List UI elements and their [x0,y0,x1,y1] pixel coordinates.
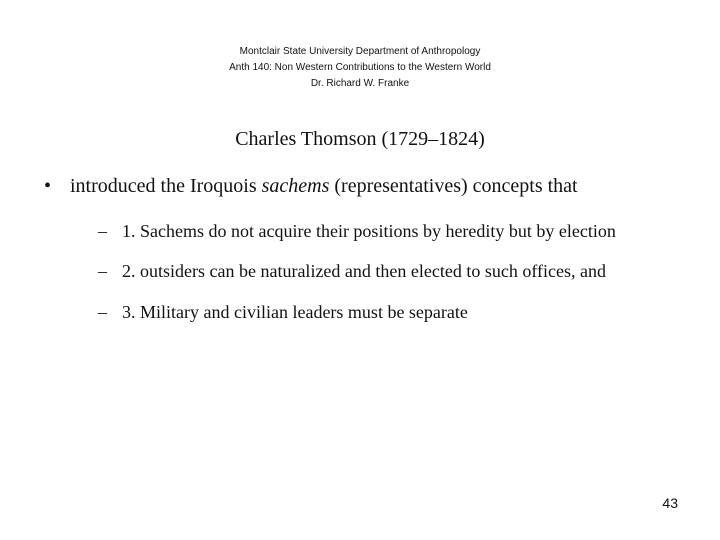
header-line-course: Anth 140: Non Western Contributions to the Western World [229,62,491,73]
header-line-institution: Montclair State University Department of Anthropology [239,46,481,57]
sub-item-marker: – [98,261,107,281]
sub-item-text: 2. outsiders can be naturalized and then elected to such offices, and [122,261,606,281]
sub-item-text: 3. Military and civilian leaders must be separate [122,302,468,322]
sub-item-2 [98,261,698,282]
bullet-text-before: introduced the Iroquois [70,175,262,197]
sub-item-marker: – [98,302,107,322]
slide-title: Charles Thomson (1729–1824) [235,128,485,150]
slide-header [0,44,720,92]
bullet-text-after: (representatives) concepts that [329,175,578,197]
sub-item-marker: – [98,221,107,241]
sub-item-1 [98,221,698,242]
sub-item-3 [98,302,698,323]
bullet-item [44,175,704,198]
sub-item-text: 1. Sachems do not acquire their positions by heredity but by election [122,221,616,241]
bullet-marker: • [44,175,52,197]
page-number: 43 [662,495,678,511]
header-line-instructor: Dr. Richard W. Franke [310,78,410,89]
bullet-text-italic: sachems [261,175,330,197]
